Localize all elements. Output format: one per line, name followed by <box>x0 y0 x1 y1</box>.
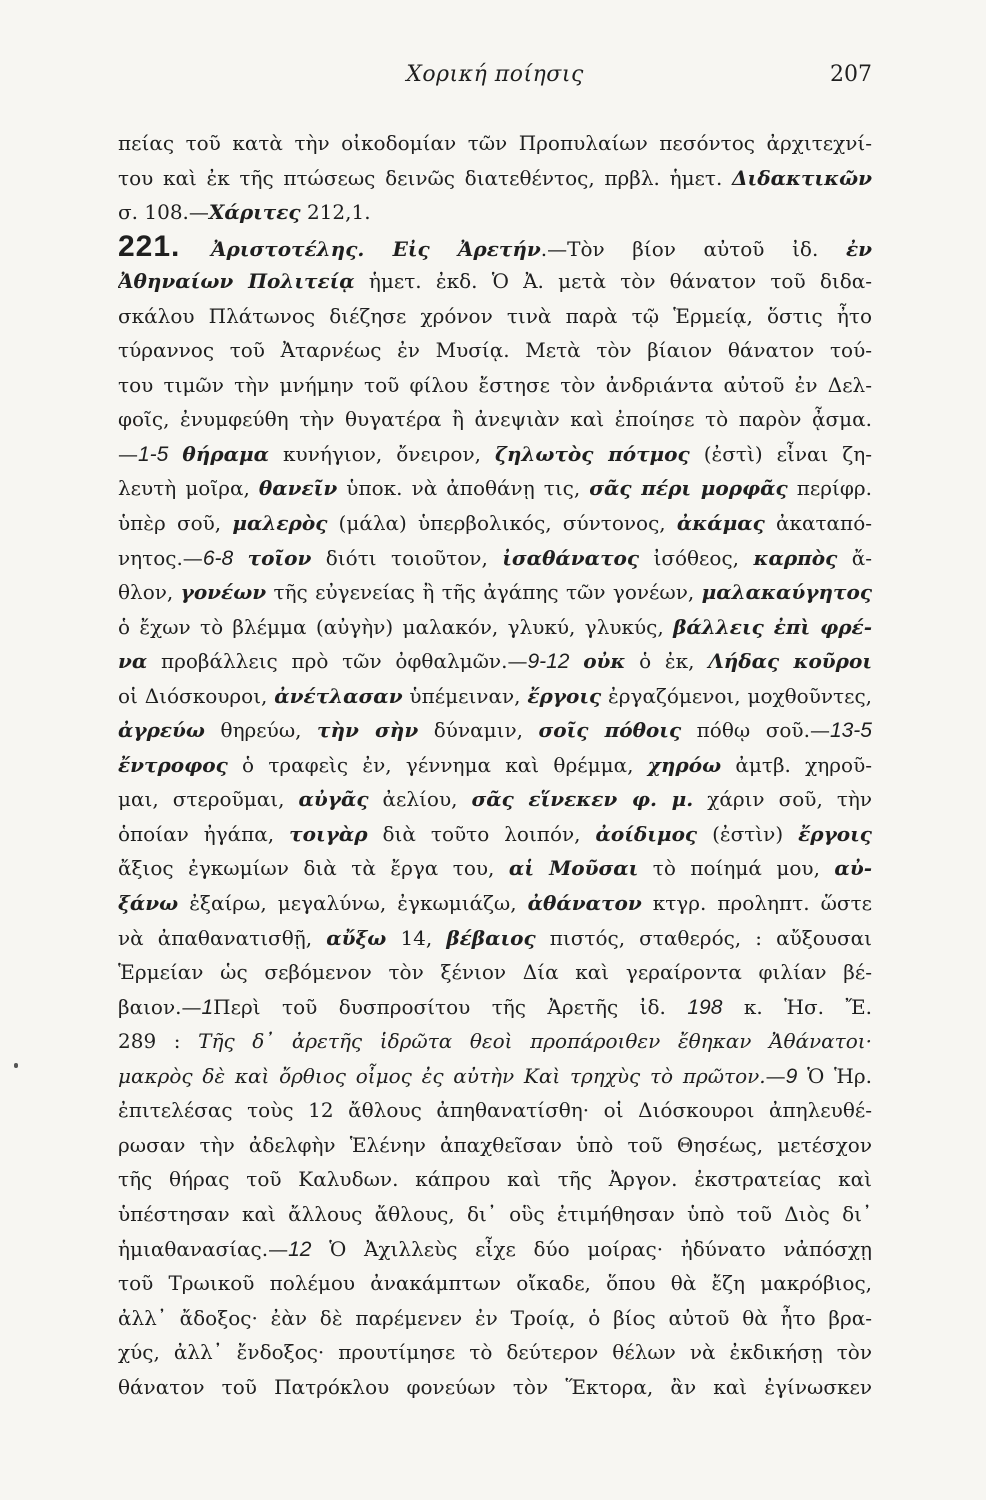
text-segment: Τῆς δ᾿ ἀρετῆς ἱδρῶτα θεοὶ προπάροιθεν ἔθηκαν Ἀθάνατοι· <box>198 1029 872 1054</box>
section-number: 221. <box>118 229 211 263</box>
lemma: θήραμα <box>182 441 270 466</box>
text-segment: (ἐστὶν) <box>697 821 799 846</box>
text-segment: 14, <box>386 925 447 950</box>
text-segment: ἀελίου, <box>368 787 472 812</box>
lemma: ἀγρεύω <box>118 718 205 743</box>
lemma: αἱ Μοῦσαι <box>508 856 639 881</box>
lemma: ζηλωτὸς πότμος <box>495 441 690 466</box>
text-line <box>118 782 872 817</box>
text-segment: 6-8 <box>202 546 234 570</box>
text-segment: δύναμιν, <box>418 718 539 743</box>
text-line <box>118 1024 872 1059</box>
text-line <box>118 333 872 368</box>
text-segment: ἡμετ. ἐκδ. Ὁ Ἀ. μετὰ τὸν θάνατον τοῦ διδα- <box>354 269 872 294</box>
page-header <box>118 62 872 98</box>
lemma: ἀκάμας <box>676 511 765 536</box>
text-line <box>118 644 872 679</box>
text-segment: μαι, στεροῦμαι, <box>118 787 299 812</box>
commentary-text <box>118 126 872 1404</box>
text-segment: ἄ- <box>837 545 872 570</box>
text-line <box>118 679 872 714</box>
text-line <box>118 126 872 161</box>
text-segment: διὰ τοῦτο λοιπόν, <box>367 821 596 846</box>
lemma: σοῖς πόθοις <box>538 718 682 743</box>
text-line <box>118 817 872 852</box>
lemma: τοιγὰρ <box>289 821 368 846</box>
text-segment: τοῦ Τρωικοῦ πολέμου ἀνακάμπτων οἴκαδε, ὅπου θὰ ἔζη μακρόβιος, <box>118 1271 872 1296</box>
lemma: ἔργοις <box>527 683 602 708</box>
text-segment: θλον, <box>118 580 181 605</box>
text-line <box>118 195 872 230</box>
text-line <box>118 955 872 990</box>
text-line <box>118 921 872 956</box>
text-line <box>118 575 872 610</box>
text-segment: τῆς θήρας τοῦ Καλυδων. κάπρου καὶ τῆς Ἀργον. ἐκστρατείας καὶ <box>118 1167 872 1192</box>
text-segment: τῆς εὐγενείας ἢ τῆς ἀγάπης τῶν γονέων, <box>266 580 702 605</box>
text-segment: ὑπὲρ σοῦ, <box>118 511 233 536</box>
text-segment: ἀλλ᾿ ἄδοξος· ἐὰν δὲ παρέμενεν ἐν Τροίᾳ, ὁ βίος αὐτοῦ θὰ ἦτο βρα- <box>118 1305 872 1330</box>
text-segment: ἐργαζόμενοι, μοχθοῦντες, <box>601 683 872 708</box>
text-segment: κ. Ἡσ. Ἔ. <box>722 994 872 1019</box>
page-number: 207 <box>830 62 872 87</box>
text-segment: 198 <box>687 995 723 1019</box>
text-segment <box>569 649 583 673</box>
lemma: Λήδας κοῦροι <box>708 649 872 674</box>
text-segment: μακρὸς δὲ καὶ ὄρθιος οἶμος ἐς αὐτὴν Καὶ τρηχὺς τὸ πρῶτον. <box>118 1063 766 1088</box>
lemma: Ἀριστοτέλης. Εἰς Ἀρετήν <box>211 236 541 261</box>
lemma: μαλακαύγητος <box>701 580 872 605</box>
text-segment: ὑπέστησαν καὶ ἄλλους ἄθλους, δι᾿ οὓς ἐτιμήθησαν ὑπὸ τοῦ Διὸς δι᾿ <box>118 1201 872 1226</box>
text-segment: (ἐστὶ) εἶναι ζη- <box>689 441 872 466</box>
text-line <box>118 1128 872 1163</box>
text-line <box>118 748 872 783</box>
text-segment: θηρεύω, <box>204 718 318 743</box>
text-segment: πιστός, σταθερός, : αὔξουσαι <box>535 925 872 950</box>
text-segment <box>233 546 247 570</box>
text-segment: χύς, ἀλλ᾿ ἔνδοξος· προυτίμησε τὸ δεύτερον θέλων νὰ ἐκδικήσῃ τὸν <box>118 1340 872 1365</box>
text-segment <box>168 442 182 466</box>
text-segment: χάριν σοῦ, τὴν <box>693 787 872 812</box>
lemma: τὴν σὴν <box>317 718 419 743</box>
text-segment: .—Τὸν βίον αὐτοῦ ἰδ. <box>540 236 846 261</box>
text-line <box>118 1093 872 1128</box>
text-segment: ὁποίαν ἠγάπα, <box>118 821 290 846</box>
text-segment: πόθῳ σοῦ.— <box>681 718 830 743</box>
text-segment: Ἑρμείαν ὡς σεβόμενον τὸν ξένιον Δία καὶ γεραίροντα φιλίαν βέ- <box>118 960 872 985</box>
text-segment: θάνατον τοῦ Πατρόκλου φονεύων τὸν Ἕκτορα, ἂν καὶ ἐγίνωσκεν <box>118 1374 872 1399</box>
lemma: χηρόω <box>647 752 722 777</box>
text-segment: ἐξαίρω, μεγαλύνω, ἐγκωμιάζω, <box>178 891 528 916</box>
text-line <box>118 299 872 334</box>
text-line <box>118 506 872 541</box>
text-line <box>118 1059 872 1094</box>
text-segment: ὁ τραφεὶς ἐν, γέννημα καὶ θρέμμα, <box>227 752 648 777</box>
lemma: να <box>118 649 148 674</box>
text-line <box>118 161 872 196</box>
text-segment: σ. 108.— <box>118 200 209 225</box>
text-segment: 1 <box>201 995 214 1019</box>
text-segment: — <box>118 441 138 466</box>
lemma: Διδακτικῶν <box>732 165 872 190</box>
text-segment: τύραννος τοῦ Ἀταρνέως ἐν Μυσίᾳ. Μετὰ τὸν βίαιον θάνατον τού- <box>118 338 872 363</box>
text-line <box>118 230 872 265</box>
text-segment: περίφρ. <box>787 476 872 501</box>
lemma: τοῖον <box>247 545 312 570</box>
text-segment: ἀκαταπό- <box>764 511 872 536</box>
text-line <box>118 1197 872 1232</box>
text-segment: ὑποκ. νὰ ἀποθάνῃ τις, <box>337 476 590 501</box>
lemma: αὐ- <box>834 856 872 881</box>
lemma: ἔργοις <box>798 821 872 846</box>
lemma: ἐν <box>845 236 872 261</box>
text-segment: ἰσόθεος, <box>639 545 754 570</box>
text-line <box>118 1266 872 1301</box>
text-segment: βαιον.— <box>118 994 202 1019</box>
lemma: ἀοίδιμος <box>595 821 698 846</box>
text-segment: κυνήγιον, ὄνειρον, <box>269 441 496 466</box>
lemma: οὐκ <box>583 649 626 674</box>
lemma: θανεῖν <box>258 476 338 501</box>
text-segment: οἱ Διόσκουροι, <box>118 683 275 708</box>
text-segment: 212,1. <box>300 200 371 225</box>
text-line <box>118 541 872 576</box>
lemma: Χάριτες <box>208 200 301 225</box>
text-line <box>118 402 872 437</box>
running-title: Χορική ποίησις <box>406 62 584 87</box>
text-line <box>118 1232 872 1267</box>
text-line <box>118 886 872 921</box>
text-segment: ἡμιαθανασίας.— <box>118 1236 289 1261</box>
lemma: βάλλεις ἐπὶ φρέ- <box>673 614 872 639</box>
lemma: ἀθάνατον <box>527 891 642 916</box>
text-segment: 13-5 <box>829 719 872 743</box>
text-segment: του καὶ ἐκ τῆς πτώσεως δεινῶς διατεθέντος, πρβλ. ἡμετ. <box>118 165 733 190</box>
text-segment: κτγρ. προληπτ. ὥστε <box>641 891 872 916</box>
text-segment: 1-5 <box>138 442 169 466</box>
lemma: βέβαιος <box>446 925 536 950</box>
text-segment: ἐπιτελέσας τοὺς 12 ἄθλους ἀπηθανατίσθη· οἱ Διόσκουροι ἀπηλευθέ- <box>118 1098 872 1123</box>
text-line <box>118 1162 872 1197</box>
text-segment: — <box>765 1063 786 1088</box>
text-segment: νητος.— <box>118 545 203 570</box>
print-speck <box>14 1063 18 1068</box>
text-segment: ὁ ἐκ, <box>625 649 709 674</box>
text-segment: 289 : <box>118 1029 199 1054</box>
text-segment: ρωσαν τὴν ἀδελφὴν Ἑλένην ἀπαχθεῖσαν ὑπὸ τοῦ Θησέως, μετέσχον <box>118 1132 872 1157</box>
lemma: ἰσαθάνατος <box>502 545 640 570</box>
lemma: Ἀθηναίων Πολιτείᾳ <box>118 269 355 294</box>
text-segment: 9-12 <box>527 650 570 674</box>
text-line <box>118 851 872 886</box>
text-segment: ἄξιος ἐγκωμίων διὰ τὰ ἔργα του, <box>118 856 509 881</box>
lemma: μαλερὸς <box>232 511 328 536</box>
lemma: ξάνω <box>118 891 179 916</box>
text-line <box>118 471 872 506</box>
text-segment: 12 <box>288 1237 312 1261</box>
text-segment: του τιμῶν τὴν μνήμην τοῦ φίλου ἔστησε τὸν ἀνδριάντα αὐτοῦ ἐν Δελ- <box>118 372 872 397</box>
text-line <box>118 1335 872 1370</box>
text-segment: προβάλλεις πρὸ τῶν ὀφθαλμῶν.— <box>147 649 528 674</box>
text-line <box>118 610 872 645</box>
text-segment: νὰ ἀπαθανατισθῇ, <box>118 925 327 950</box>
text-segment: Ὁ Ἀχιλλεὺς εἶχε δύο μοίρας· ἠδύνατο νἀπόσχῃ <box>311 1236 872 1261</box>
text-line <box>118 990 872 1025</box>
text-segment: τὸ ποίημά μου, <box>638 856 835 881</box>
text-segment: πείας τοῦ κατὰ τὴν οἰκοδομίαν τῶν Προπυλαίων πεσόντος ἀρχιτεχνί- <box>118 131 872 155</box>
lemma: ἔντροφος <box>118 752 228 777</box>
text-segment: (μάλα) ὑπερβολικός, σύντονος, <box>327 511 677 536</box>
text-line <box>118 713 872 748</box>
lemma: αὐγᾶς <box>298 787 369 812</box>
text-segment: φοῖς, ἐνυμφεύθη τὴν θυγατέρα ἢ ἀνεψιὰν καὶ ἐποίησε τὸ παρὸν ᾆσμα. <box>118 407 872 432</box>
text-segment: ἀμτβ. χηροῦ- <box>721 752 872 777</box>
text-line <box>118 368 872 403</box>
text-segment: λευτὴ μοῖρα, <box>118 476 259 501</box>
lemma: ἀνέτλασαν <box>274 683 403 708</box>
text-line <box>118 1301 872 1336</box>
lemma: αὔξω <box>326 925 387 950</box>
text-segment: ὁ ἔχων τὸ βλέμμα (αὐγὴν) μαλακόν, γλυκύ, γλυκύς, <box>118 614 674 639</box>
lemma: σᾶς εἵνεκεν φ. μ. <box>471 787 694 812</box>
text-segment: σκάλου Πλάτωνος διέζησε χρόνον τινὰ παρὰ τῷ Ἑρμείᾳ, ὅστις ἦτο <box>118 303 872 328</box>
text-segment: Ὁ Ἡρ. <box>797 1063 872 1088</box>
text-line <box>118 1370 872 1405</box>
text-segment: ὑπέμειναν, <box>402 683 528 708</box>
text-line <box>118 437 872 472</box>
text-line <box>118 264 872 299</box>
text-segment: 9 <box>785 1064 798 1088</box>
text-segment: διότι τοιοῦτον, <box>311 545 503 570</box>
lemma: καρπὸς <box>753 545 838 570</box>
lemma: σᾶς πέρι μορφᾶς <box>589 476 788 501</box>
text-segment: Περὶ τοῦ δυσπροσίτου τῆς Ἀρετῆς ἰδ. <box>213 994 688 1019</box>
lemma: γονέων <box>180 580 267 605</box>
